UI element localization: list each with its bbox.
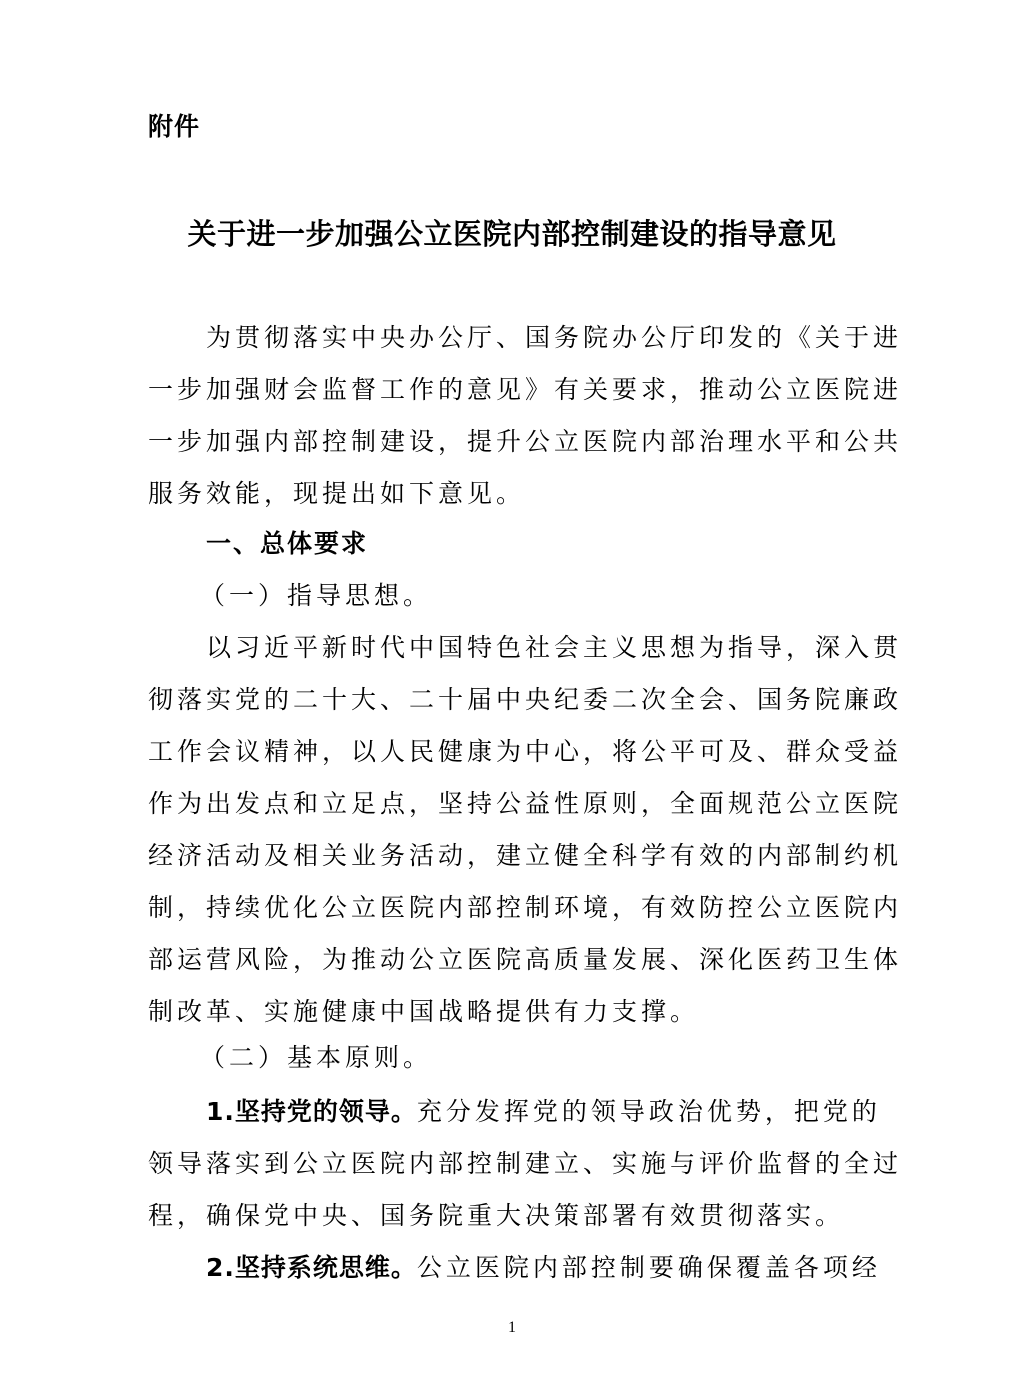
- paragraph-line: 服务效能，现提出如下意见。: [148, 479, 526, 508]
- paragraph-line: [206, 1094, 936, 1130]
- section-heading: 一、总体要求: [206, 529, 369, 558]
- paragraph-line: 部运营风险，为推动公立医院高质量发展、深化医药卫生体: [148, 945, 903, 974]
- paragraph-line: 制，持续优化公立医院内部控制环境，有效防控公立医院内: [148, 893, 903, 922]
- attachment-label: 附件: [148, 112, 201, 141]
- paragraph-line: 一步加强财会监督工作的意见》有关要求，推动公立医院进: [148, 375, 903, 404]
- page-number: 1: [508, 1319, 516, 1336]
- document-title: 关于进一步加强公立医院内部控制建设的指导意见: [187, 217, 837, 251]
- paragraph-line: 经济活动及相关业务活动，建立健全科学有效的内部制约机: [148, 841, 903, 870]
- subsection-heading: （二）基本原则。: [200, 1043, 433, 1072]
- paragraph-line: 为贯彻落实中央办公厅、国务院办公厅印发的《关于进: [206, 323, 903, 352]
- paragraph-line: 工作会议精神，以人民健康为中心，将公平可及、群众受益: [148, 737, 903, 766]
- paragraph-line: 以习近平新时代中国特色社会主义思想为指导，深入贯: [206, 633, 903, 662]
- paragraph-line: 制改革、实施健康中国战略提供有力支撑。: [148, 997, 700, 1026]
- principle-text: 公立医院内部控制要确保覆盖各项经: [416, 1253, 881, 1282]
- subsection-heading: （一）指导思想。: [200, 581, 433, 610]
- principle-text: 充分发挥党的领导政治优势，把党的: [416, 1097, 881, 1126]
- principle-lead: 2.坚持系统思维。: [206, 1253, 417, 1282]
- paragraph-line: [206, 1250, 936, 1286]
- paragraph-line: 程，确保党中央、国务院重大决策部署有效贯彻落实。: [148, 1201, 845, 1230]
- paragraph-line: 彻落实党的二十大、二十届中央纪委二次全会、国务院廉政: [148, 685, 903, 714]
- paragraph-line: 领导落实到公立医院内部控制建立、实施与评价监督的全过: [148, 1149, 903, 1178]
- paragraph-line: 一步加强内部控制建设，提升公立医院内部治理水平和公共: [148, 427, 903, 456]
- principle-lead: 1.坚持党的领导。: [206, 1097, 417, 1126]
- paragraph-line: 作为出发点和立足点，坚持公益性原则，全面规范公立医院: [148, 789, 903, 818]
